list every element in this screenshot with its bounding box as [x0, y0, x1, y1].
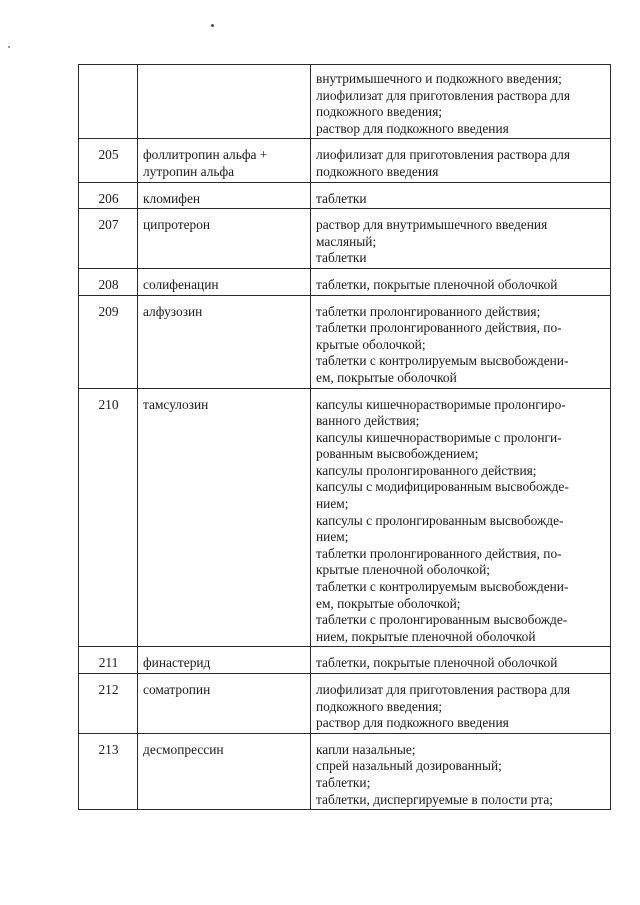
table-row: [79, 65, 611, 139]
dosage-form-line: капсулы пролонгированного действия;: [316, 462, 537, 478]
dosage-form-line: подкожного введения: [316, 163, 439, 179]
dosage-form-line: ем, покрытые оболочкой: [316, 369, 457, 385]
dosage-form-line: капсулы кишечнорастворимые с пролонги-: [316, 429, 562, 445]
dosage-form-line: рованным высвобождением;: [316, 446, 479, 462]
dosage-form-line: раствор для внутримышечного введения: [316, 217, 548, 233]
row-number: 209: [79, 295, 138, 388]
scan-speck: [8, 46, 10, 48]
dosage-forms: [311, 674, 611, 734]
dosage-form-line: раствор для подкожного введения: [316, 715, 509, 731]
drug-name: ципротерон: [138, 209, 311, 269]
dosage-form-line: таблетки, диспергируемые в полости рта;: [316, 791, 553, 807]
row-number: 210: [79, 388, 138, 647]
table-row: [79, 209, 611, 269]
drug-name: алфузозин: [138, 295, 311, 388]
dosage-form-line: таблетки: [316, 250, 367, 266]
dosage-forms: [311, 209, 611, 269]
dosage-form-line: таблетки пролонгированного действия, по-: [316, 545, 562, 561]
dosage-form-line: крытые пленочной оболочкой;: [316, 562, 490, 578]
dosage-form-line: капсулы кишечнорастворимые пролонгиро-: [316, 396, 566, 412]
dosage-form-line: крытые оболочкой;: [316, 336, 426, 352]
row-number: 208: [79, 268, 138, 295]
medication-table-body: [79, 65, 611, 810]
table-row: [79, 268, 611, 295]
dosage-form-line: подкожного введения;: [316, 104, 443, 120]
medication-table: [78, 64, 611, 810]
drug-name: фоллитропин альфа + лутропин альфа: [138, 139, 311, 182]
dosage-form-line: нием;: [316, 496, 349, 512]
row-number: 213: [79, 733, 138, 809]
table-row: [79, 733, 611, 809]
dosage-form-line: капли назальные;: [316, 741, 416, 757]
dosage-form-line: масляный;: [316, 233, 377, 249]
dosage-forms: [311, 65, 611, 139]
dosage-form-line: нием, покрытые пленочной оболочкой: [316, 628, 536, 644]
dosage-form-line: лиофилизат для приготовления раствора для: [316, 682, 571, 697]
dosage-form-line: раствор для подкожного введения: [316, 120, 509, 136]
row-number: 211: [79, 647, 138, 674]
drug-name: тамсулозин: [138, 388, 311, 647]
dosage-form-line: ванного действия;: [316, 413, 420, 429]
dosage-form-line: подкожного введения;: [316, 698, 443, 714]
table-row: [79, 139, 611, 182]
dosage-form-line: таблетки с пролонгированным высвобожде-: [316, 612, 568, 628]
drug-name: кломифен: [138, 182, 311, 209]
dosage-forms: [311, 388, 611, 647]
drug-name: соматропин: [138, 674, 311, 734]
table-row: [79, 674, 611, 734]
dosage-forms: [311, 295, 611, 388]
dosage-form-line: таблетки, покрытые пленочной оболочкой: [316, 655, 558, 671]
dosage-form-line: ем, покрытые оболочкой;: [316, 595, 461, 611]
table-row: [79, 295, 611, 388]
dosage-form-line: таблетки;: [316, 774, 371, 790]
dosage-form-line: внутримышечного и подкожного введения;: [316, 71, 562, 86]
table-row: [79, 388, 611, 647]
dosage-form-line: спрей назальный дозированный;: [316, 758, 502, 774]
scan-dot: [211, 24, 214, 27]
row-number: 207: [79, 209, 138, 269]
table-row: [79, 647, 611, 674]
drug-name: солифенацин: [138, 268, 311, 295]
drug-name: [138, 65, 311, 139]
dosage-form-line: таблетки: [316, 190, 367, 206]
dosage-form-line: таблетки пролонгированного действия, по-: [316, 320, 562, 336]
row-number: [79, 65, 138, 139]
dosage-form-line: капсулы с модифицированным высвобожде-: [316, 479, 569, 495]
dosage-form-line: нием;: [316, 529, 349, 545]
dosage-forms: [311, 647, 611, 674]
drug-name: десмопрессин: [138, 733, 311, 809]
row-number: 205: [79, 139, 138, 182]
drug-name: финастерид: [138, 647, 311, 674]
table-row: [79, 182, 611, 209]
dosage-form-line: капсулы с пролонгированным высвобожде-: [316, 512, 564, 528]
dosage-form-line: таблетки с контролируемым высвобождени-: [316, 353, 569, 369]
dosage-forms: [311, 139, 611, 182]
row-number: 206: [79, 182, 138, 209]
dosage-forms: [311, 268, 611, 295]
dosage-form-line: таблетки пролонгированного действия;: [316, 303, 541, 319]
dosage-form-line: лиофилизат для приготовления раствора для: [316, 87, 571, 103]
dosage-forms: [311, 182, 611, 209]
dosage-form-line: таблетки, покрытые пленочной оболочкой: [316, 276, 558, 292]
dosage-form-line: лиофилизат для приготовления раствора для: [316, 147, 571, 163]
dosage-form-line: таблетки с контролируемым высвобождени-: [316, 579, 569, 595]
dosage-forms: [311, 733, 611, 809]
row-number: 212: [79, 674, 138, 734]
